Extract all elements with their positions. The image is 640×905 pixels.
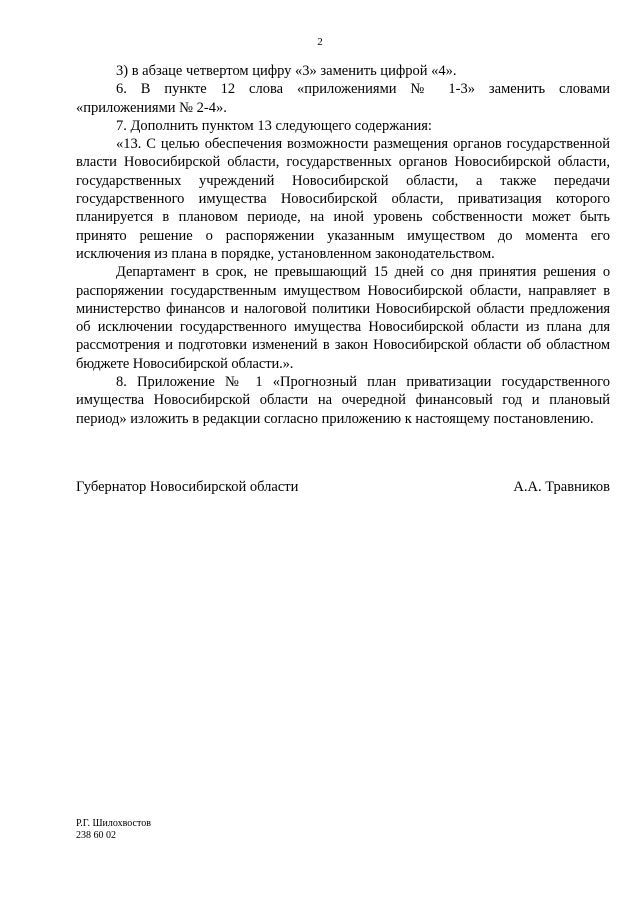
- executor-block: [76, 818, 151, 842]
- signatory-name: А.А. Травников: [513, 479, 610, 495]
- paragraph-item-6: 6. В пункте 12 слова «приложениями № 1-3» заменить словами «приложениями № 2-4».: [76, 81, 610, 116]
- page-number: 2: [317, 36, 323, 48]
- signatory-title: Губернатор Новосибирской области: [76, 479, 299, 495]
- paragraph-item-7: 7. Дополнить пунктом 13 следующего содержания:: [116, 117, 432, 134]
- document-body: [76, 62, 610, 428]
- paragraph-department: Департамент в срок, не превышающий 15 дней со дня принятия решения о распоряжении государственным имуществом Новосибирской области, направляет в министерство финансов и налоговой политики Новосибирской области предложения об исключении государственного имущества Новосибирской области из плана для рассмотрения и подготовки изменений в закон Новосибирской области об областном бюджете Новосибирской области.».: [76, 264, 610, 372]
- executor-phone: 238 60 02: [76, 830, 116, 841]
- paragraph-item-3: 3) в абзаце четвертом цифру «3» заменить цифрой «4».: [116, 63, 457, 79]
- paragraph-item-8: 8. Приложение № 1 «Прогнозный план приватизации государственного имущества Новосибирской области на очередной финансовый год и плановый период» изложить в редакции согласно приложению к настоящему постановлению.: [76, 374, 610, 427]
- paragraph-item-13: «13. С целью обеспечения возможности размещения органов государственной власти Новосибирской области, государственных органов Новосибирской области, государственных учреждений Новосибирской области, а также передачи государственного имущества Новосибирской области, приватизация которого планируется в плановом периоде, на иной уровень собственности может быть принято решение о распоряжении указанным имуществом до момента его исключения из плана в порядке, установленном законодательством.: [76, 136, 610, 262]
- executor-name: Р.Г. Шилохвостов: [76, 818, 151, 829]
